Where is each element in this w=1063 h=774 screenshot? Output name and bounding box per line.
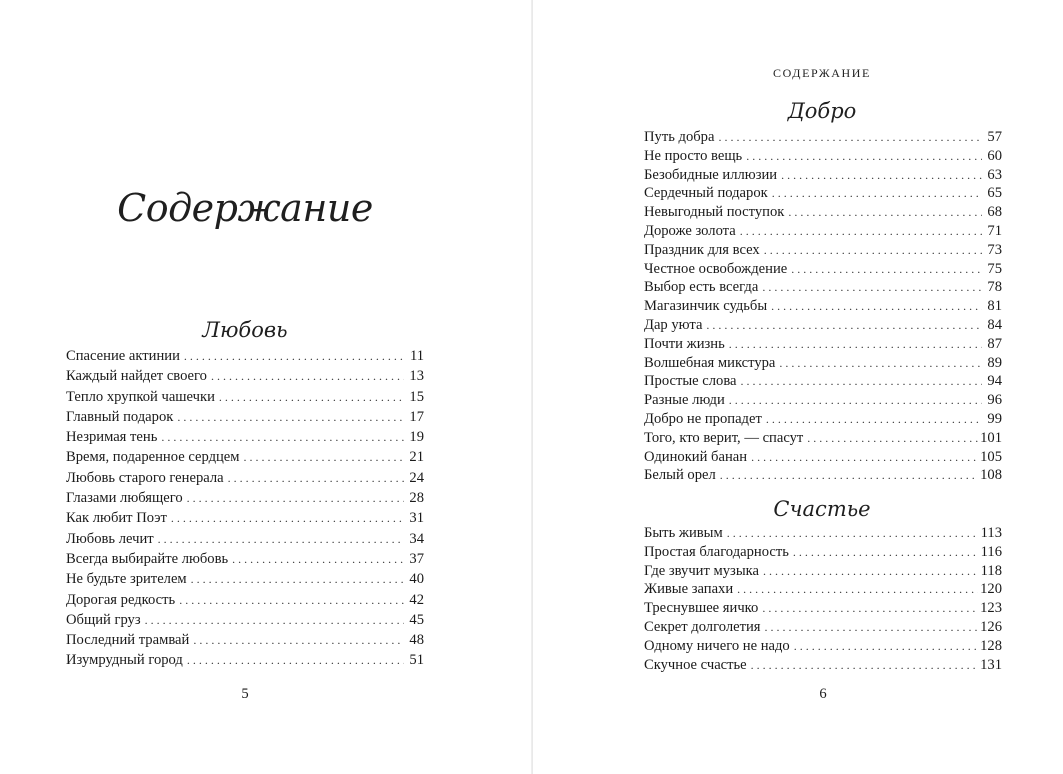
toc-entry-title: Где звучит музыка <box>644 562 759 579</box>
toc-entry-page: 65 <box>987 185 1002 202</box>
toc-list-kindness <box>644 129 1002 486</box>
toc-entry <box>644 336 1002 355</box>
toc-entry <box>66 571 424 591</box>
toc-entry-page: 81 <box>987 298 1002 315</box>
toc-entry-page: 78 <box>987 279 1002 296</box>
toc-leader-dots <box>729 337 982 352</box>
toc-entry-page: 31 <box>409 510 424 527</box>
toc-entry-page: 57 <box>987 129 1002 145</box>
toc-leader-dots <box>171 511 404 526</box>
toc-entry-title: Дороже золота <box>644 222 736 239</box>
toc-entry <box>66 612 424 632</box>
toc-list-love <box>66 348 424 673</box>
toc-leader-dots <box>179 593 404 608</box>
toc-entry-title: Главный подарок <box>66 408 174 425</box>
toc-entry-page: 108 <box>980 467 1002 484</box>
toc-entry-title: Того, кто верит, — спасут <box>644 429 804 446</box>
toc-leader-dots <box>177 410 404 425</box>
toc-entry-title: Безобидные иллюзии <box>644 166 778 183</box>
toc-entry-title: Живые запахи <box>644 581 734 598</box>
toc-entry-title: Одному ничего не надо <box>644 637 790 654</box>
toc-leader-dots <box>762 280 982 295</box>
toc-entry-page: 101 <box>980 429 1002 446</box>
toc-leader-dots <box>793 545 979 560</box>
toc-entry-title: Как любит Поэт <box>66 510 167 527</box>
toc-entry <box>644 317 1002 336</box>
toc-entry <box>66 389 424 409</box>
toc-leader-dots <box>211 369 404 384</box>
toc-entry-title: Незримая тень <box>66 429 158 446</box>
toc-entry-title: Сердечный подарок <box>644 185 768 202</box>
toc-leader-dots <box>788 205 982 220</box>
toc-entry <box>644 298 1002 317</box>
toc-entry-title: Добро не пропадет <box>644 410 762 427</box>
toc-entry-page: 71 <box>987 222 1002 239</box>
toc-entry <box>66 409 424 429</box>
toc-entry-title: Тепло хрупкой чашечки <box>66 388 215 405</box>
toc-entry-page: 123 <box>980 600 1002 617</box>
toc-leader-dots <box>184 349 404 364</box>
toc-entry <box>66 429 424 449</box>
toc-entry <box>66 632 424 652</box>
running-head: СОДЕРЖАНИЕ <box>773 66 871 80</box>
section-title-love: Любовь <box>202 318 288 342</box>
toc-entry <box>644 619 1002 638</box>
toc-leader-dots <box>161 430 404 445</box>
toc-entry-page: 11 <box>409 348 424 364</box>
toc-entry <box>644 373 1002 392</box>
toc-entry <box>644 563 1002 582</box>
toc-entry <box>644 430 1002 449</box>
toc-entry-page: 60 <box>987 147 1002 164</box>
toc-entry <box>644 185 1002 204</box>
toc-entry-title: Почти жизнь <box>644 335 725 352</box>
toc-leader-dots <box>191 572 404 587</box>
toc-leader-dots <box>781 168 982 183</box>
toc-entry <box>644 467 1002 486</box>
toc-entry <box>644 392 1002 411</box>
toc-entry <box>66 368 424 388</box>
toc-leader-dots <box>193 633 404 648</box>
toc-leader-dots <box>727 526 979 541</box>
toc-leader-dots <box>706 318 982 333</box>
toc-entry-title: Не будьте зрителем <box>66 571 187 588</box>
toc-entry-title: Разные люди <box>644 392 725 409</box>
section-title-happiness: Счастье <box>773 497 871 521</box>
toc-entry-title: Белый орел <box>644 467 716 484</box>
toc-entry-title: Честное освобождение <box>644 260 788 277</box>
toc-entry <box>644 525 1002 544</box>
page-number-left: 5 <box>241 686 249 702</box>
toc-entry <box>66 490 424 510</box>
contents-title: Содержание <box>117 186 373 230</box>
toc-entry <box>66 348 424 368</box>
toc-entry-page: 42 <box>409 591 424 608</box>
toc-entry-page: 126 <box>980 618 1002 635</box>
toc-entry-title: Дорогая редкость <box>66 591 176 608</box>
toc-leader-dots <box>158 532 404 547</box>
toc-entry-page: 75 <box>987 260 1002 277</box>
toc-leader-dots <box>751 658 978 673</box>
toc-entry-page: 34 <box>409 530 424 547</box>
toc-entry-page: 94 <box>987 373 1002 390</box>
toc-leader-dots <box>219 390 404 405</box>
toc-entry-title: Любовь лечит <box>66 530 154 547</box>
toc-entry-page: 128 <box>980 637 1002 654</box>
toc-entry-title: Время, подаренное сердцем <box>66 449 240 466</box>
toc-entry-title: Каждый найдет своего <box>66 368 207 385</box>
toc-leader-dots <box>764 620 978 635</box>
toc-entry-page: 48 <box>409 632 424 649</box>
toc-leader-dots <box>794 639 978 654</box>
toc-entry-title: Треснувшее яичко <box>644 600 759 617</box>
toc-entry <box>644 355 1002 374</box>
toc-entry-title: Быть живым <box>644 525 723 541</box>
toc-leader-dots <box>737 582 978 597</box>
toc-entry-title: Изумрудный город <box>66 652 183 669</box>
toc-leader-dots <box>746 149 982 164</box>
toc-entry-page: 120 <box>980 581 1002 598</box>
toc-leader-dots <box>187 491 404 506</box>
toc-entry-page: 105 <box>980 448 1002 465</box>
toc-leader-dots <box>720 468 978 483</box>
toc-entry <box>644 411 1002 430</box>
toc-entry <box>66 531 424 551</box>
toc-entry-page: 45 <box>409 611 424 628</box>
toc-leader-dots <box>740 224 982 239</box>
toc-entry <box>644 638 1002 657</box>
toc-leader-dots <box>771 299 982 314</box>
toc-entry-title: Спасение актинии <box>66 348 180 364</box>
toc-leader-dots <box>187 653 404 668</box>
toc-entry-title: Выбор есть всегда <box>644 279 759 296</box>
toc-leader-dots <box>762 601 978 616</box>
section-title-kindness: Добро <box>787 99 857 123</box>
toc-entry-page: 99 <box>987 410 1002 427</box>
toc-entry-page: 28 <box>409 490 424 507</box>
toc-entry-title: Общий груз <box>66 611 141 628</box>
toc-entry-page: 116 <box>980 543 1002 560</box>
toc-entry <box>644 223 1002 242</box>
toc-entry-title: Невыгодный поступок <box>644 204 785 221</box>
toc-entry <box>66 551 424 571</box>
toc-entry-title: Скучное счастье <box>644 656 747 673</box>
toc-leader-dots <box>729 393 982 408</box>
toc-leader-dots <box>764 243 982 258</box>
toc-entry-title: Путь добра <box>644 129 715 145</box>
toc-entry-page: 113 <box>980 525 1002 541</box>
toc-list-happiness <box>644 525 1002 675</box>
toc-entry-title: Дар уюта <box>644 316 703 333</box>
right-page <box>532 0 1063 774</box>
toc-entry-title: Простые слова <box>644 373 737 390</box>
toc-entry-title: Секрет долголетия <box>644 618 761 635</box>
toc-leader-dots <box>751 450 978 465</box>
toc-entry-title: Одинокий банан <box>644 448 748 465</box>
toc-entry-page: 51 <box>409 652 424 669</box>
toc-leader-dots <box>741 374 982 389</box>
toc-entry <box>644 167 1002 186</box>
toc-entry-page: 87 <box>987 335 1002 352</box>
toc-leader-dots <box>228 471 404 486</box>
toc-entry <box>644 279 1002 298</box>
toc-entry-title: Не просто вещь <box>644 147 743 164</box>
toc-leader-dots <box>807 431 978 446</box>
toc-entry-page: 96 <box>987 392 1002 409</box>
toc-entry <box>66 592 424 612</box>
toc-entry-page: 40 <box>409 571 424 588</box>
toc-entry <box>644 657 1002 676</box>
toc-leader-dots <box>779 356 982 371</box>
toc-entry <box>644 242 1002 261</box>
toc-leader-dots <box>718 130 982 145</box>
toc-leader-dots <box>145 613 404 628</box>
toc-entry-page: 63 <box>987 166 1002 183</box>
toc-entry <box>644 449 1002 468</box>
toc-entry-page: 24 <box>409 469 424 486</box>
toc-entry-page: 37 <box>409 550 424 567</box>
toc-entry-title: Праздник для всех <box>644 241 760 258</box>
toc-entry <box>66 652 424 672</box>
toc-leader-dots <box>763 564 979 579</box>
toc-leader-dots <box>244 450 404 465</box>
toc-entry-page: 21 <box>409 449 424 466</box>
toc-entry-title: Магазинчик судьбы <box>644 298 768 315</box>
toc-entry <box>644 261 1002 280</box>
toc-leader-dots <box>772 186 982 201</box>
toc-entry-page: 118 <box>980 562 1002 579</box>
toc-entry-page: 13 <box>409 368 424 385</box>
toc-entry-title: Всегда выбирайте любовь <box>66 550 229 567</box>
toc-entry-page: 84 <box>987 316 1002 333</box>
toc-entry <box>644 148 1002 167</box>
toc-entry <box>644 544 1002 563</box>
toc-leader-dots <box>766 412 982 427</box>
toc-entry <box>644 600 1002 619</box>
toc-entry-title: Последний трамвай <box>66 632 190 649</box>
toc-entry <box>644 581 1002 600</box>
toc-entry <box>66 470 424 490</box>
toc-entry <box>644 129 1002 148</box>
toc-entry-title: Глазами любящего <box>66 490 183 507</box>
toc-leader-dots <box>232 552 404 567</box>
toc-entry-page: 73 <box>987 241 1002 258</box>
toc-entry-title: Волшебная микстура <box>644 354 776 371</box>
toc-entry-title: Любовь старого генерала <box>66 469 224 486</box>
toc-leader-dots <box>791 262 982 277</box>
toc-entry <box>66 449 424 469</box>
toc-entry <box>66 510 424 530</box>
page-number-right: 6 <box>819 686 827 702</box>
toc-entry-page: 17 <box>409 408 424 425</box>
toc-entry <box>644 204 1002 223</box>
toc-entry-page: 131 <box>980 656 1002 673</box>
toc-entry-title: Простая благодарность <box>644 543 789 560</box>
toc-entry-page: 15 <box>409 388 424 405</box>
toc-entry-page: 89 <box>987 354 1002 371</box>
toc-entry-page: 19 <box>409 429 424 446</box>
toc-entry-page: 68 <box>987 204 1002 221</box>
